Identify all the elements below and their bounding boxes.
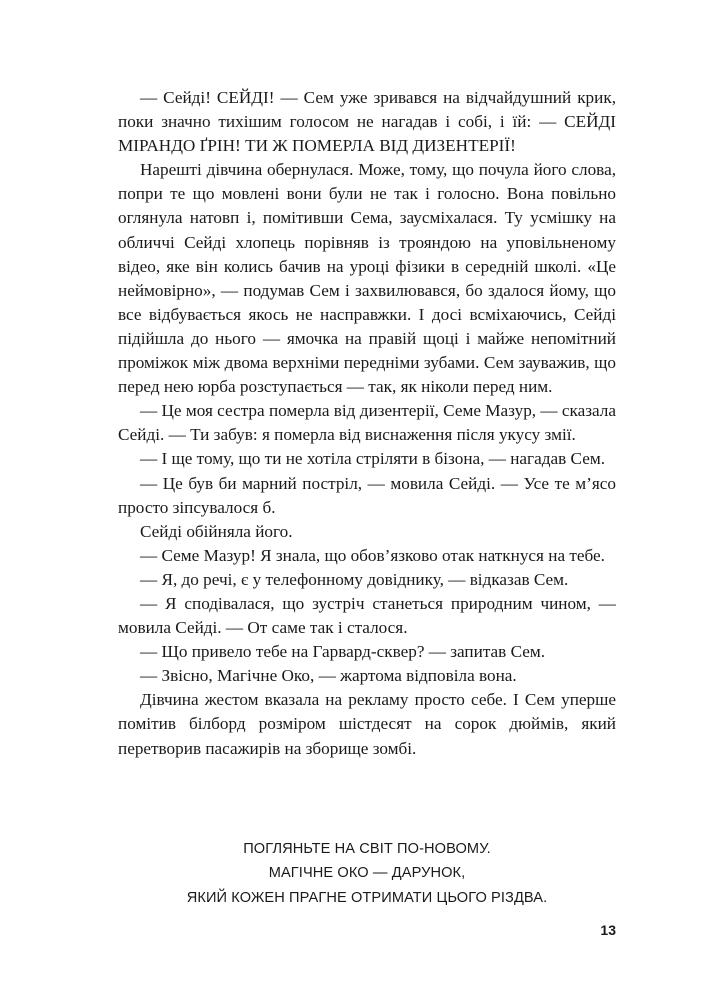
billboard-line: ПОГЛЯНЬТЕ НА СВІТ ПО-НОВОМУ. [243,841,491,857]
paragraph-dialogue: — І ще тому, що ти не хотіла стріляти в бізона, — нагадав Сем. [140,449,606,469]
body-text [118,86,616,761]
paragraph-narration: Сейді обійняла його. [140,521,293,541]
paragraph-narration: Нарешті дівчина обернулася. Може, тому, що почула його слова, попри те що мовлені вони були не так і голосно. Вона повільно оглянула натовп і, помітивши Сема, заусміхалася. Ту усмішку на обличчі Сейді хлопець порівняв із трояндою на уповільненому відео, яке він колись бачив на уроці фізики в середній школі. «Це неймовірно», — подумав Сем і захвилювався, бо здалося йому, що все відбувається якось не насправжки. І досі всміхаючись, Сейді підійшла до нього — ямочка на правій щоці і майже непомітний проміжок між двома верхніми передніми зубами. Сем зауважив, що перед нею юрба розступається — так, як ніколи перед ним. [118,160,616,397]
paragraph-dialogue: — Звісно, Магічне Око, — жартома відповіла вона. [140,666,517,686]
paragraph-dialogue: — Я, до речі, є у телефонному довіднику, — відказав Сем. [140,569,569,589]
paragraph-shout: — Сейді! СЕЙДІ! — Сем уже зривався на відчайдушний крик, поки значно тихішим голосом не нагадав і собі, і їй: — СЕЙДІ МІРАНДО ҐРІН! ТИ Ж ПОМЕРЛА ВІД ДИЗЕНТЕРІЇ! [118,88,616,156]
page-number: 13 [600,922,616,938]
paragraph-dialogue: — Семе Мазур! Я знала, що обов’язково отак наткнуся на тебе. [140,545,605,565]
paragraph-dialogue: — Це був би марний постріл, — мовила Сейді. — Усе те м’ясо просто зіпсувалося б. [118,473,616,517]
paragraph-narration: Дівчина жестом вказала на рекламу просто себе. І Сем уперше помітив білборд розміром шістдесят на сорок дюймів, який перетворив пасажирів на зборище зомбі. [118,690,616,758]
paragraph-dialogue: — Я сподівалася, що зустріч станеться природним чином, — мовила Сейді. — От саме так і сталося. [118,593,616,638]
billboard-line: МАГІЧНЕ ОКО — ДАРУНОК, [268,865,466,882]
billboard-line: ЯКИЙ КОЖЕН ПРАГНЕ ОТРИМАТИ ЦЬОГО РІЗДВА. [186,889,548,906]
billboard-text [118,837,616,910]
paragraph-dialogue: — Це моя сестра померла від дизентерії, Семе Мазур, — сказала Сейді. — Ти забув: я померла від виснаження після укусу змії. [118,401,616,445]
paragraph-dialogue: — Що привело тебе на Гарвард-сквер? — запитав Сем. [140,642,546,662]
